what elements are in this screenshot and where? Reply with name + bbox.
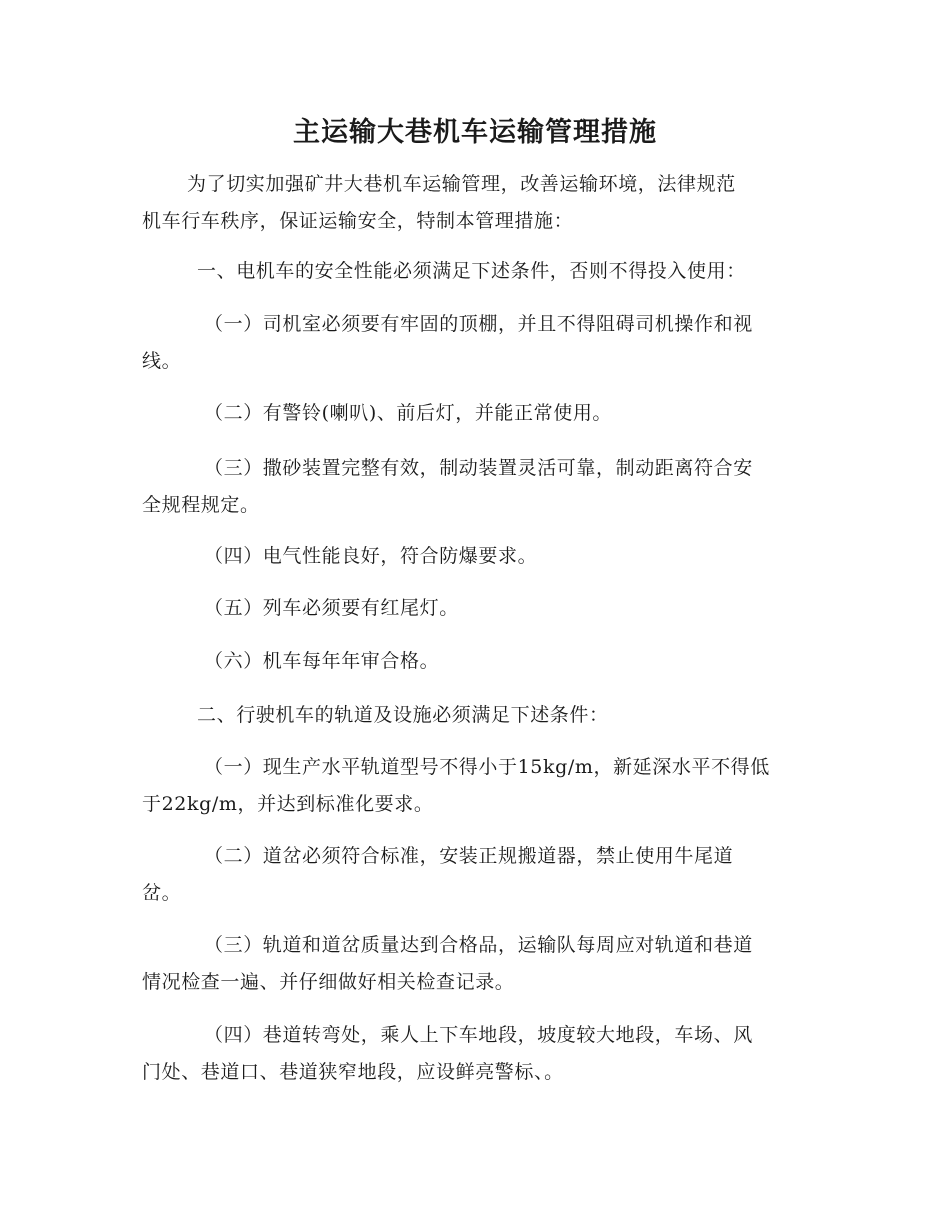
- paragraph-line: （一）司机室必须要有牢固的顶棚，并且不得阻碍司机操作和视: [204, 313, 753, 335]
- paragraph-line: 岔。: [142, 882, 182, 904]
- paragraph-line: 于22kg/m，并达到标准化要求。: [142, 793, 434, 815]
- item-paragraph: [142, 749, 810, 823]
- item-paragraph: [142, 590, 810, 627]
- section-heading-1: [142, 253, 810, 290]
- paragraph-line: 机车行车秩序，保证运输安全，特制本管理措施：: [142, 210, 574, 232]
- item-paragraph: [142, 306, 810, 380]
- paragraph-line: （三）轨道和道岔质量达到合格品，运输队每周应对轨道和巷道: [204, 934, 753, 956]
- paragraph-line: 门处、巷道口、巷道狭窄地段，应设鲜亮警标、。: [142, 1061, 564, 1083]
- item-paragraph: [142, 395, 810, 432]
- document-title: 主运输大巷机车运输管理措施: [293, 117, 657, 148]
- item-paragraph: [142, 643, 810, 680]
- paragraph-line: （二）道岔必须符合标准，安装正规搬道器，禁止使用牛尾道: [204, 845, 734, 867]
- paragraph-line: 线。: [142, 350, 182, 372]
- paragraph-line: 全规程规定。: [142, 494, 260, 516]
- paragraph-line: （三）撒砂装置完整有效，制动装置灵活可靠，制动距离符合安: [204, 457, 753, 479]
- item-paragraph: [142, 450, 810, 524]
- paragraph-line: （四）巷道转弯处，乘人上下车地段，坡度较大地段，车场、风: [204, 1024, 753, 1046]
- paragraph-line: 情况检查一遍、并仔细做好相关检查记录。: [142, 971, 515, 993]
- paragraph-line: （五）列车必须要有红尾灯。: [204, 597, 459, 619]
- paragraph-line: 二、行驶机车的轨道及设施必须满足下述条件：: [197, 704, 609, 726]
- intro-paragraph: [142, 166, 810, 240]
- item-paragraph: [142, 838, 810, 912]
- item-paragraph: [142, 1017, 810, 1091]
- paragraph-line: （一）现生产水平轨道型号不得小于15kg/m，新延深水平不得低: [204, 756, 770, 778]
- paragraph-line: （四）电气性能良好，符合防爆要求。: [204, 545, 538, 567]
- paragraph-line: （二）有警铃(喇叭)、前后灯，并能正常使用。: [204, 402, 613, 424]
- item-paragraph: [142, 927, 810, 1001]
- paragraph-line: 一、电机车的安全性能必须满足下述条件，否则不得投入使用：: [197, 260, 746, 282]
- paragraph-line: （六）机车每年年审合格。: [204, 650, 440, 672]
- section-heading-2: [142, 697, 810, 734]
- item-paragraph: [142, 538, 810, 575]
- paragraph-line: 为了切实加强矿井大巷机车运输管理，改善运输环境，法律规范: [187, 173, 736, 195]
